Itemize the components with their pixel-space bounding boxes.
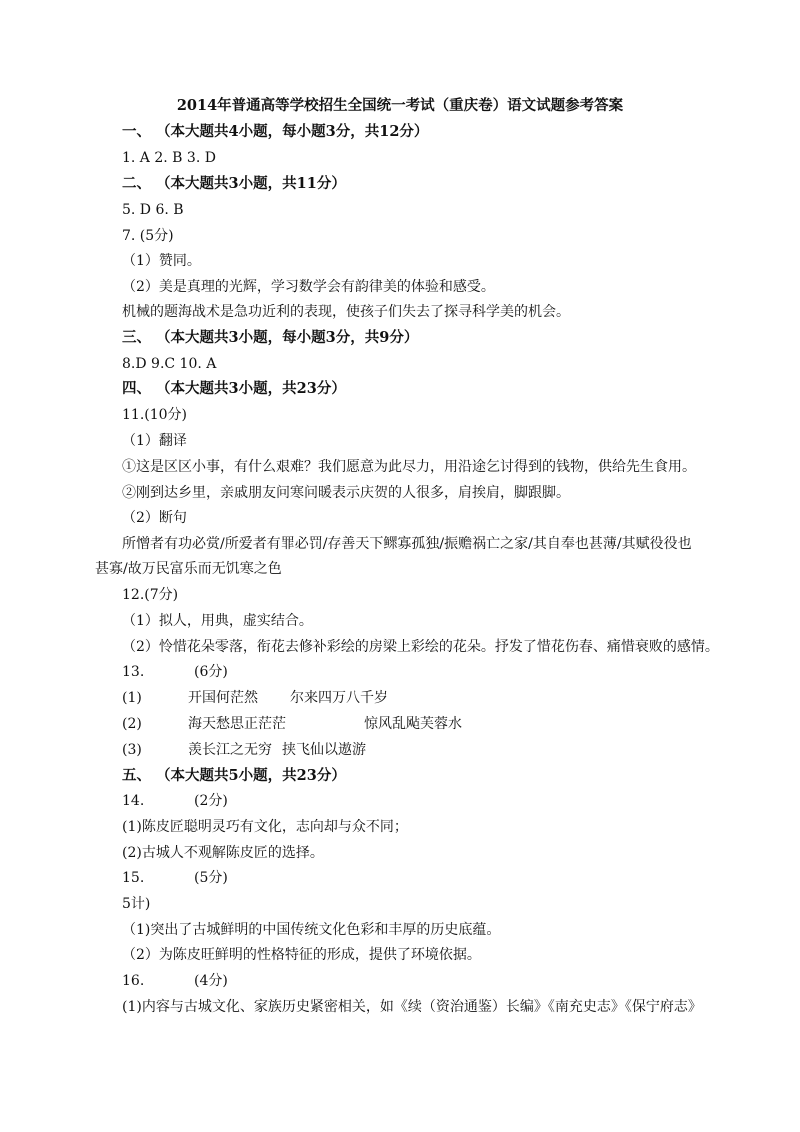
question-14-part-2: (2)古城人不观解陈皮匠的选择。 — [122, 845, 324, 861]
question-16-number: 16. — [122, 973, 145, 989]
question-14-number: 14. — [122, 793, 145, 809]
row-answer-b: 尔来四万八千岁 — [290, 690, 388, 706]
question-15-number: 15. — [122, 870, 145, 886]
question-11: 11.(10分) — [122, 407, 188, 423]
question-14-part-1: (1)陈皮匠聪明灵巧有文化，志向却与众不同； — [122, 819, 408, 835]
section-1-heading: 一、 （本大题共4小题，每小题3分，共12分） — [122, 123, 429, 140]
question-11-translation-2: ②刚到达乡里，亲戚朋友问寒问暖表示庆贺的人很多，肩挨肩，脚跟脚。 — [122, 485, 570, 501]
row-number: (1) — [122, 690, 142, 706]
question-15-part-2: （2）为陈皮旺鲜明的性格特征的形成，提供了环境依据。 — [122, 947, 481, 963]
row-number: (2) — [122, 716, 142, 732]
question-16-part-1: (1)内容与古城文化、家族历史紧密相关，如《续（资治通鉴）长编》《南充史志》《保宁府志》 — [122, 999, 702, 1015]
question-7: 7. (5分) — [122, 228, 174, 244]
question-15-part-1: （1)突出了古城鲜明的中国传统文化色彩和丰厚的历史底蕴。 — [122, 922, 501, 938]
section-1-answers: 1. A 2. B 3. D — [122, 150, 216, 166]
question-16-score: (4分) — [194, 973, 228, 989]
question-11-part-2: （2）断句 — [122, 510, 187, 526]
row-answer-b: 惊风乱飐芙蓉水 — [364, 716, 462, 732]
row-answer-a: 海天愁思正茫茫 — [188, 716, 286, 732]
question-11-punctuation-2: 甚寡/故万民富乐而无饥寒之色 — [95, 561, 282, 577]
row-answer-b: 挟飞仙以遨游 — [282, 742, 366, 758]
question-7-part-2: （2）美是真理的光辉，学习数学会有韵律美的体验和感受。 — [122, 279, 495, 295]
question-15-score: (5分) — [194, 870, 228, 886]
section-5-heading: 五、 （本大题共5小题，共23分） — [122, 767, 346, 784]
question-12-part-2: （2）怜惜花朵零落，衔花去修补彩绘的房梁上彩绘的花朵。抒发了惜花伤春、痛惜衰败的感情。 — [122, 639, 719, 655]
question-13-score: (6分) — [194, 664, 228, 680]
row-answer-a: 羡长江之无穷 — [188, 742, 272, 758]
section-2-heading: 二、 （本大题共3小题，共11分） — [122, 175, 346, 192]
section-3-answers: 8.D 9.C 10. A — [122, 356, 217, 372]
section-3-heading: 三、 （本大题共3小题，每小题3分，共9分） — [122, 329, 419, 346]
section-2-answers: 5. D 6. B — [122, 202, 184, 218]
page-title: 2014年普通高等学校招生全国统一考试（重庆卷）语文试题参考答案 — [176, 97, 624, 114]
question-11-punctuation-1: 所憎者有功必赏/所爱者有罪必罚/存善天下鳏寡孤独/振赡祸亡之家/其自奉也甚薄/其赋役役也 — [122, 536, 692, 552]
question-11-part-1: （1）翻译 — [122, 433, 187, 449]
row-answer-a: 开国何茫然 — [188, 690, 258, 706]
row-number: (3) — [122, 742, 142, 758]
question-12-part-1: （1）拟人，用典，虚实结合。 — [122, 613, 313, 629]
question-14-score: (2分) — [194, 793, 228, 809]
section-4-heading: 四、 （本大题共3小题，共23分） — [122, 380, 346, 397]
question-7-part-3: 机械的题海战术是急功近利的表现，使孩子们失去了探寻科学美的机会。 — [122, 304, 570, 320]
question-12: 12.(7分) — [122, 587, 179, 603]
question-15-note: 5计) — [122, 896, 151, 912]
question-11-translation-1: ①这是区区小事，有什么艰难？我们愿意为此尽力，用沿途乞讨得到的钱物，供给先生食用。 — [122, 459, 696, 475]
question-7-part-1: （1）赞同。 — [122, 253, 201, 269]
question-13-number: 13. — [122, 664, 145, 680]
